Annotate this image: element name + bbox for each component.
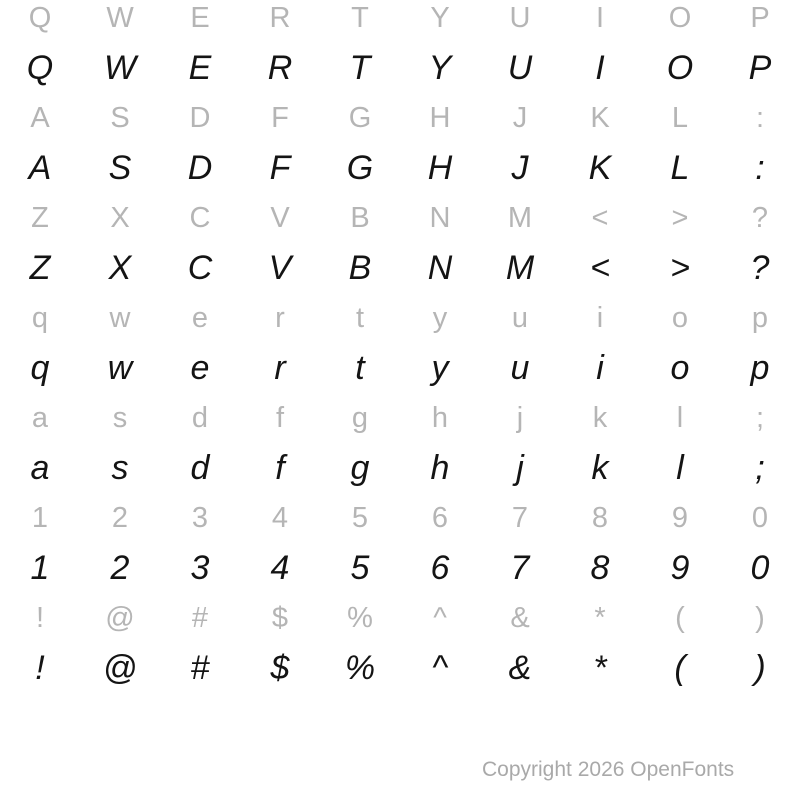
glyph-cell: @: [102, 649, 138, 687]
glyph-cell: I: [595, 2, 605, 34]
glyph-cell: K: [588, 149, 612, 187]
glyph-cell: F: [269, 149, 291, 187]
glyph-cell: H: [427, 149, 453, 187]
glyph-cell: T: [349, 49, 371, 87]
glyph-cell: Z: [29, 249, 51, 287]
glyph-cell: f: [275, 402, 285, 434]
glyph-row-reference-symbols-row: [0, 593, 800, 643]
glyph-cell: P: [750, 2, 770, 34]
glyph-cell: Y: [428, 49, 452, 87]
glyph-cell: 7: [511, 502, 529, 534]
glyph-cell: C: [189, 202, 211, 234]
glyph-cell: t: [355, 302, 365, 334]
glyph-cell: T: [351, 2, 369, 34]
glyph-cell: @: [105, 602, 135, 634]
glyph-cell: Z: [31, 202, 49, 234]
glyph-cell: 8: [591, 502, 609, 534]
glyph-cell: #: [191, 602, 209, 634]
glyph-cell: r: [274, 349, 286, 387]
glyph-row-reference-uppercase-home-row: [0, 93, 800, 143]
glyph-cell: S: [110, 102, 130, 134]
glyph-cell: 3: [191, 502, 209, 534]
glyph-row-specimen-uppercase-bottom-row: [0, 243, 800, 293]
glyph-cell: t: [355, 349, 365, 387]
glyph-cell: M: [505, 249, 535, 287]
glyph-cell: B: [348, 249, 372, 287]
glyph-cell: w: [109, 302, 131, 334]
glyph-row-specimen-symbols-row: [0, 643, 800, 693]
glyph-cell: p: [751, 302, 769, 334]
glyph-cell: e: [191, 302, 209, 334]
glyph-cell: ^: [432, 649, 448, 687]
glyph-cell: M: [507, 202, 533, 234]
glyph-cell: q: [31, 302, 49, 334]
glyph-cell: 5: [351, 502, 369, 534]
glyph-row-reference-lowercase-home-row: [0, 393, 800, 443]
glyph-cell: J: [512, 102, 528, 134]
glyph-cell: y: [431, 349, 449, 387]
glyph-cell: a: [31, 402, 49, 434]
glyph-cell: f: [275, 449, 285, 487]
glyph-row-reference-lowercase-top-row: [0, 293, 800, 343]
glyph-cell: >: [670, 249, 690, 287]
glyph-cell: O: [668, 2, 692, 34]
glyph-cell: #: [190, 649, 210, 687]
glyph-cell: &: [510, 602, 530, 634]
glyph-cell: <: [590, 249, 610, 287]
glyph-cell: 6: [431, 502, 449, 534]
glyph-cell: B: [350, 202, 370, 234]
glyph-cell: !: [35, 649, 45, 687]
glyph-cell: Q: [28, 2, 52, 34]
glyph-cell: A: [30, 102, 50, 134]
glyph-cell: (: [674, 649, 686, 687]
glyph-cell: L: [670, 149, 690, 187]
glyph-cell: X: [108, 249, 132, 287]
glyph-cell: 6: [430, 549, 450, 587]
glyph-row-specimen-lowercase-home-row: [0, 443, 800, 493]
glyph-cell: q: [30, 349, 50, 387]
glyph-row-specimen-digits-row: [0, 543, 800, 593]
glyph-cell: k: [591, 449, 609, 487]
glyph-cell: p: [750, 349, 770, 387]
glyph-cell: L: [671, 102, 689, 134]
glyph-cell: k: [592, 402, 608, 434]
glyph-cell: o: [670, 349, 690, 387]
glyph-cell: W: [106, 2, 134, 34]
glyph-cell: w: [107, 349, 133, 387]
glyph-cell: E: [188, 49, 212, 87]
glyph-cell: N: [429, 202, 451, 234]
glyph-cell: K: [590, 102, 610, 134]
glyph-cell: $: [271, 602, 289, 634]
glyph-row-specimen-uppercase-top-row: [0, 43, 800, 93]
glyph-cell: 8: [590, 549, 610, 587]
glyph-cell: 2: [111, 502, 129, 534]
glyph-cell: 4: [270, 549, 290, 587]
glyph-cell: l: [676, 402, 684, 434]
glyph-cell: C: [187, 249, 213, 287]
glyph-cell: %: [344, 649, 376, 687]
glyph-cell: u: [511, 302, 529, 334]
glyph-cell: $: [270, 649, 290, 687]
glyph-cell: :: [755, 102, 765, 134]
glyph-cell: D: [187, 149, 213, 187]
glyph-cell: 4: [271, 502, 289, 534]
glyph-cell: ): [755, 602, 765, 634]
glyph-cell: U: [509, 2, 531, 34]
glyph-cell: G: [346, 149, 374, 187]
glyph-cell: h: [430, 449, 450, 487]
glyph-cell: D: [189, 102, 211, 134]
glyph-cell: V: [268, 249, 292, 287]
glyph-cell: j: [516, 449, 524, 487]
glyph-cell: W: [103, 49, 137, 87]
glyph-cell: >: [671, 202, 689, 234]
glyph-cell: l: [676, 449, 684, 487]
glyph-cell: g: [350, 449, 370, 487]
glyph-cell: d: [190, 449, 210, 487]
glyph-cell: ?: [750, 249, 770, 287]
glyph-cell: <: [591, 202, 609, 234]
glyph-cell: E: [190, 2, 210, 34]
glyph-cell: R: [267, 49, 293, 87]
glyph-cell: G: [348, 102, 372, 134]
glyph-cell: g: [351, 402, 369, 434]
glyph-cell: ): [754, 649, 766, 687]
glyph-cell: 5: [350, 549, 370, 587]
glyph-cell: :: [755, 149, 765, 187]
glyph-cell: ?: [751, 202, 769, 234]
glyph-cell: 7: [510, 549, 530, 587]
glyph-cell: i: [596, 349, 604, 387]
glyph-cell: r: [275, 302, 285, 334]
glyph-cell: *: [593, 649, 607, 687]
glyph-row-specimen-lowercase-top-row: [0, 343, 800, 393]
glyph-cell: 0: [751, 502, 769, 534]
glyph-cell: V: [270, 202, 290, 234]
glyph-cell: ^: [433, 602, 447, 634]
glyph-cell: U: [507, 49, 533, 87]
glyph-cell: s: [112, 402, 128, 434]
glyph-cell: !: [35, 602, 45, 634]
glyph-cell: A: [28, 149, 52, 187]
glyph-cell: 9: [670, 549, 690, 587]
copyright-text: Copyright 2026 OpenFonts: [482, 758, 735, 781]
glyph-cell: Q: [26, 49, 54, 87]
glyph-cell: 2: [110, 549, 130, 587]
glyph-cell: u: [510, 349, 530, 387]
glyph-cell: *: [594, 602, 606, 634]
glyph-cell: s: [111, 449, 129, 487]
glyph-cell: ;: [755, 402, 765, 434]
glyph-cell: R: [269, 2, 291, 34]
glyph-cell: H: [429, 102, 451, 134]
glyph-row-reference-digits-row: [0, 493, 800, 543]
glyph-cell: y: [432, 302, 448, 334]
glyph-cell: X: [110, 202, 130, 234]
glyph-cell: h: [431, 402, 449, 434]
glyph-cell: d: [191, 402, 209, 434]
glyph-cell: F: [271, 102, 289, 134]
glyph-cell: 1: [31, 502, 49, 534]
glyph-cell: 0: [750, 549, 770, 587]
glyph-cell: Y: [430, 2, 450, 34]
glyph-cell: P: [748, 49, 772, 87]
glyph-row-specimen-uppercase-home-row: [0, 143, 800, 193]
glyph-cell: 3: [190, 549, 210, 587]
glyph-cell: J: [511, 149, 529, 187]
glyph-row-reference-uppercase-top-row: [0, 0, 800, 43]
glyph-cell: i: [596, 302, 604, 334]
glyph-cell: &: [508, 649, 532, 687]
glyph-cell: a: [30, 449, 50, 487]
glyph-cell: ;: [755, 449, 765, 487]
glyph-row-reference-uppercase-bottom-row: [0, 193, 800, 243]
glyph-cell: (: [675, 602, 685, 634]
glyph-cell: %: [347, 602, 373, 634]
glyph-cell: e: [190, 349, 210, 387]
glyph-cell: 9: [671, 502, 689, 534]
glyph-cell: j: [516, 402, 524, 434]
glyph-cell: I: [595, 49, 605, 87]
glyph-cell: S: [108, 149, 132, 187]
glyph-cell: 1: [30, 549, 50, 587]
glyph-cell: O: [666, 49, 694, 87]
glyph-cell: N: [427, 249, 453, 287]
glyph-cell: o: [671, 302, 689, 334]
